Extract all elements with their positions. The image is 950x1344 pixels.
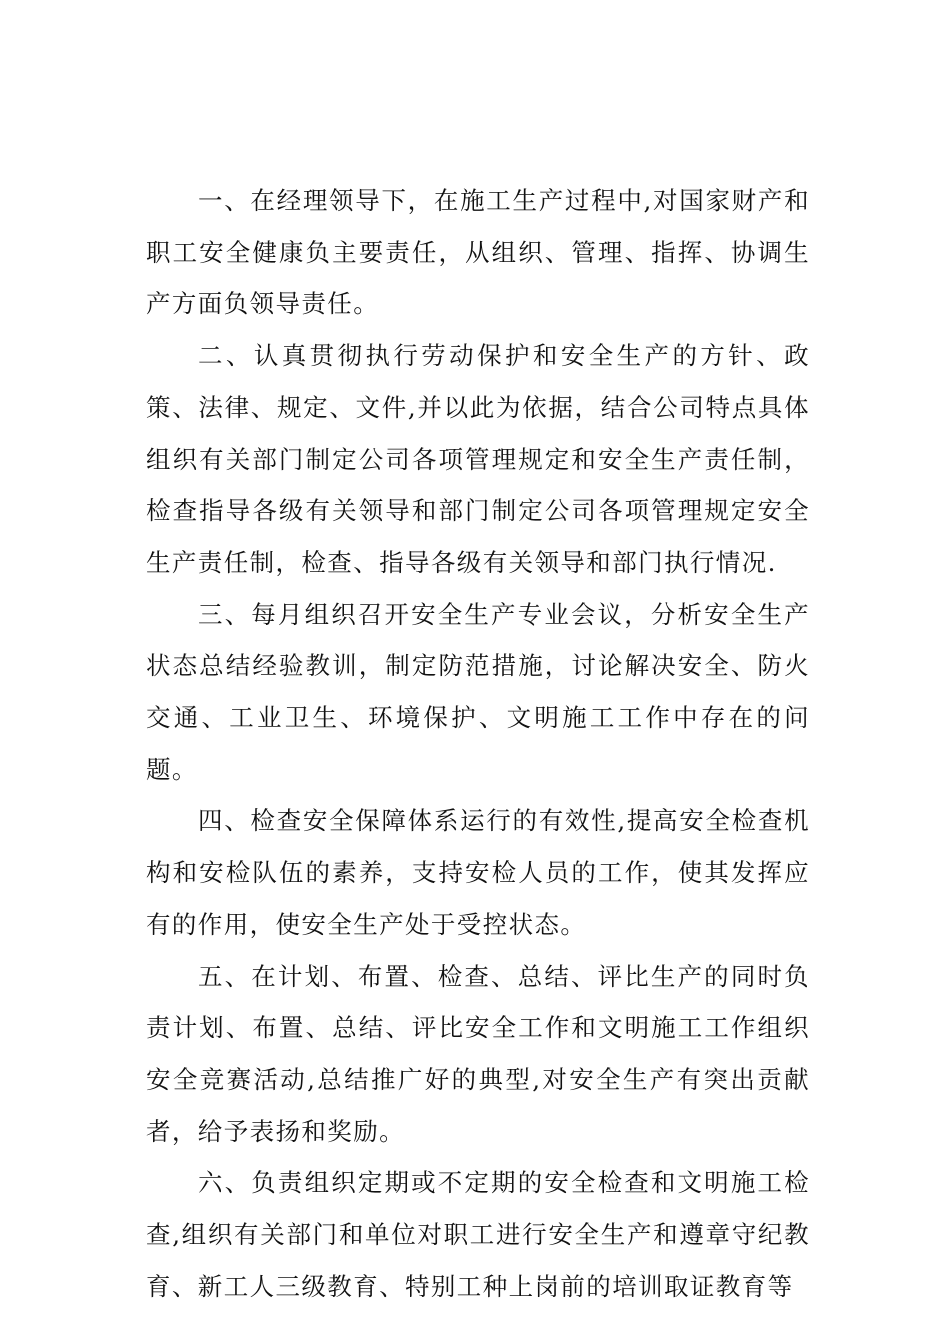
paragraph-2: 二、认真贯彻执行劳动保护和安全生产的方针、政策、法律、规定、文件,并以此为依据，结合公司特点具体组织有关部门制定公司各项管理规定和安全生产责任制，检查指导各级有关领导和部门制定公司各项管理规定安全生产责任制，检查、指导各级有关领导和部门执行情况.	[146, 341, 810, 577]
document-body	[146, 175, 810, 1312]
paragraph-5: 五、在计划、布置、检查、总结、评比生产的同时负责计划、布置、总结、评比安全工作和文明施工工作组织安全竞赛活动,总结推广好的典型,对安全生产有突出贡献者，给予表扬和奖励。	[146, 961, 810, 1146]
paragraph-6: 六、负责组织定期或不定期的安全检查和文明施工检查,组织有关部门和单位对职工进行安全生产和遵章守纪教育、新工人三级教育、特别工种上岗前的培训取证教育等	[146, 1168, 810, 1301]
paragraph-4: 四、检查安全保障体系运行的有效性,提高安全检查机构和安检队伍的素养，支持安检人员的工作，使其发挥应有的作用，使安全生产处于受控状态。	[146, 806, 810, 939]
paragraph-1: 一、在经理领导下，在施工生产过程中,对国家财产和职工安全健康负主要责任，从组织、管理、指挥、协调生产方面负领导责任。	[146, 186, 810, 319]
paragraph-3: 三、每月组织召开安全生产专业会议，分析安全生产状态总结经验教训，制定防范措施，讨论解决安全、防火交通、工业卫生、环境保护、文明施工工作中存在的问题。	[146, 599, 810, 784]
